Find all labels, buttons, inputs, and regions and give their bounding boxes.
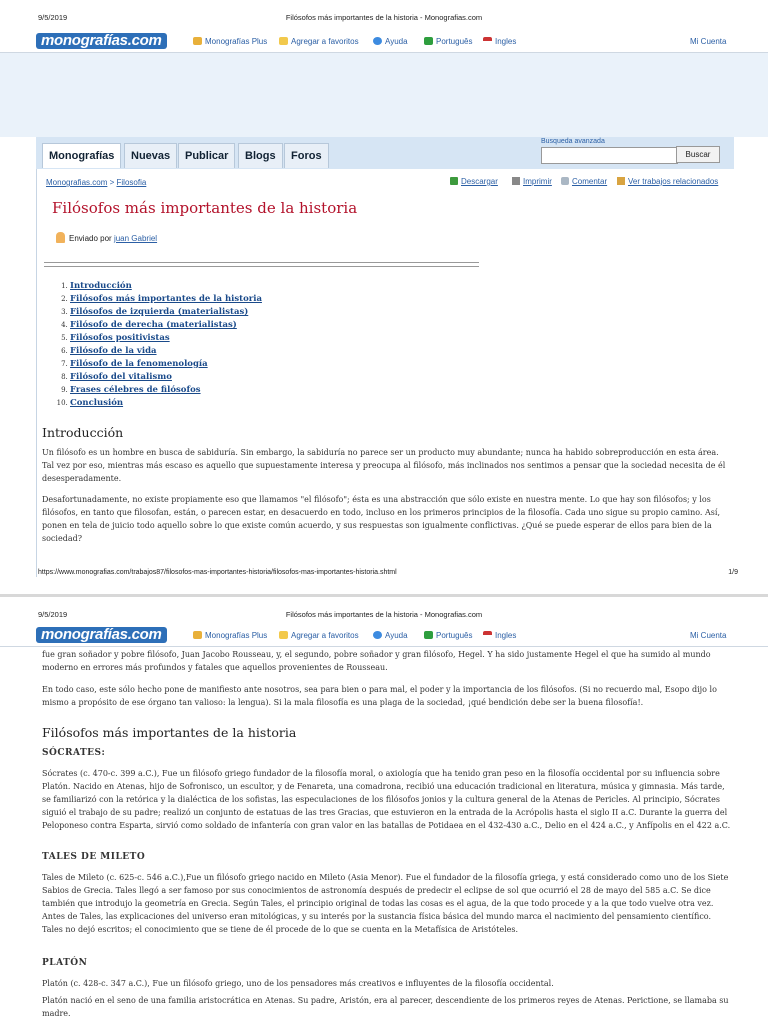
- tab-foros[interactable]: Foros: [284, 143, 329, 168]
- platon-heading: PLATÓN: [42, 958, 88, 968]
- related-icon: [617, 177, 625, 185]
- download-icon: [450, 177, 458, 185]
- site-logo[interactable]: monografías.com: [36, 627, 167, 643]
- table-of-contents: [44, 280, 262, 410]
- intro-paragraph-2: Desafortunadamente, no existe propiamente eso que llamamos "el filósofo"; ésta es una abstracción que sólo existe en nuestra mente. Lo que hay son filósofos; y los filósofos, en tanto que filosofan, están, o parecen estar, en desacuerdo en todo, incluso en los primeros principios de la filosofía. Cada uno sigue su propio camino. Así, ponen en tela de juicio todo aquello sobre lo que existe común acuerdo, y sus respuestas son igualmente conflictivas. ¿Qué se puede esperar de ellos para bien de la sociedad?: [42, 495, 720, 543]
- tab-monografias[interactable]: Monografías: [42, 143, 121, 168]
- print-link[interactable]: Imprimir: [512, 177, 552, 186]
- my-account-link[interactable]: Mi Cuenta: [690, 631, 727, 640]
- print-header: [0, 597, 768, 617]
- print-title: Filósofos más importantes de la historia - Monografias.com: [285, 610, 483, 619]
- toc-item: [70, 397, 262, 410]
- english-link[interactable]: Ingles: [483, 37, 516, 46]
- help-icon: [373, 631, 382, 639]
- platon-paragraph-2: Platón nació en el seno de una familia aristocrática en Atenas. Su padre, Aristón, era al parecer, descendiente de los primeros reyes de Atenas. Perictione, se llamaba su madre.: [42, 996, 729, 1018]
- print-title: Filósofos más importantes de la historia - Monografias.com: [285, 13, 483, 22]
- breadcrumb-home[interactable]: Monografias.com: [46, 178, 108, 187]
- help-icon: [373, 37, 382, 45]
- related-works-link[interactable]: Ver trabajos relacionados: [617, 177, 718, 186]
- tales-heading: TALES DE MILETO: [42, 852, 146, 862]
- toc-item: [70, 371, 262, 384]
- print-date: 9/5/2019: [38, 13, 68, 22]
- search-button[interactable]: Buscar: [676, 146, 720, 163]
- print-page-2: [0, 597, 768, 1024]
- comment-icon: [561, 177, 569, 185]
- search-input[interactable]: [541, 147, 678, 164]
- toc-item: [70, 306, 262, 319]
- toc-item: [70, 358, 262, 371]
- crown-icon: [193, 37, 202, 45]
- intro-paragraph-1: Un filósofo es un hombre en busca de sabiduría. Sin embargo, la sabiduría no parece ser un producto muy abundante; nunca ha habido sobreproducción en esta área. Tal vez por eso, mientras más escaso es aquello que supuestamente interesa y preocupa al filósofo, más inclinados nos sentimos a pensar que la sociedad necesita de él desesperadamente.: [42, 448, 726, 483]
- toc-link[interactable]: Frases célebres de filósofos: [70, 385, 201, 395]
- print-date: 9/5/2019: [38, 610, 68, 619]
- english-link[interactable]: Ingles: [483, 631, 516, 640]
- tab-blogs[interactable]: Blogs: [238, 143, 283, 168]
- toc-link[interactable]: Introducción: [70, 281, 132, 291]
- divider: [44, 262, 479, 263]
- intro-heading: Introducción: [42, 425, 124, 440]
- monografias-plus-link[interactable]: Monografías Plus: [193, 631, 267, 640]
- toc-link[interactable]: Conclusión: [70, 398, 124, 408]
- author-line: Enviado por juan Gabriel: [56, 232, 157, 243]
- toc-link[interactable]: Filósofos de izquierda (materialistas): [70, 307, 249, 317]
- page-number: 1/9: [728, 569, 738, 576]
- divider: [44, 266, 479, 267]
- crown-icon: [193, 631, 202, 639]
- help-link[interactable]: Ayuda: [373, 631, 408, 640]
- toc-item: [70, 332, 262, 345]
- toc-link[interactable]: Filósofos positivistas: [70, 333, 170, 343]
- brazil-flag-icon: [424, 37, 433, 45]
- star-icon: [279, 631, 288, 639]
- user-icon: [56, 232, 65, 243]
- toc-item: [70, 319, 262, 332]
- print-footer: [38, 569, 738, 576]
- favorites-link[interactable]: Agregar a favoritos: [279, 37, 359, 46]
- paragraph-continuation: fue gran soñador y pobre filósofo, Juan Jacobo Rousseau, y, el segundo, pobre soñador y gran filósofo, Hegel. Y ha sido justamente Hegel el que ha sumido al mundo moderno en errores más profundos y fatales que aquellos provenientes de Rousseau.: [42, 650, 711, 672]
- toc-link[interactable]: Filósofo de derecha (materialistas): [70, 320, 237, 330]
- toc-item: [70, 384, 262, 397]
- site-logo[interactable]: monografías.com: [36, 33, 167, 49]
- download-link[interactable]: Descargar: [450, 177, 498, 186]
- print-header: [0, 0, 768, 20]
- my-account-link[interactable]: Mi Cuenta: [690, 37, 727, 46]
- comment-link[interactable]: Comentar: [561, 177, 607, 186]
- toc-item: [70, 280, 262, 293]
- ad-banner-area: [0, 53, 768, 137]
- portuguese-link[interactable]: Português: [424, 37, 472, 46]
- star-icon: [279, 37, 288, 45]
- section-heading: Filósofos más importantes de la historia: [42, 725, 297, 740]
- favorites-link[interactable]: Agregar a favoritos: [279, 631, 359, 640]
- toc-link[interactable]: Filósofo de la vida: [70, 346, 157, 356]
- printer-icon: [512, 177, 520, 185]
- tab-publicar[interactable]: Publicar: [178, 143, 235, 168]
- paragraph-poder: En todo caso, este sólo hecho pone de manifiesto ante nosotros, sea para bien o para mal, el poder y la importancia de los filósofos. (Si no recuerdo mal, Esopo dijo lo mismo a propósito de ese órgano tan valioso: la lengua). Si la mala filosofía es una plaga de la sociedad, ¡qué bendición debe ser la buena filosofía!.: [42, 685, 717, 707]
- author-link[interactable]: juan Gabriel: [113, 234, 158, 243]
- tales-paragraph: Tales de Mileto (c. 625-c. 546 a.C.),Fue un filósofo griego nacido en Mileto (Asia Menor). Fue el fundador de la filosofía griega, y está considerado como uno de los Siete Sabios de Grecia. Tales llegó a ser famoso por sus conocimientos de astronomía después de predecir el eclipse de sol que ocurrió el 28 de mayo del 585 a.C. Se dice también que introdujo la geometría en Grecia. Según Tales, el principio original de todas las cosas es el agua, de la que todo procede y a la que todo vuelve otra vez. Antes de Tales, las explicaciones del universo eran mitológicas, y su interés por la sustancia física básica del mundo marca el nacimiento del pensamiento científico. Tales no dejó escritos; el conocimiento que se tiene de él procede de lo que se cuenta en la Metafísica de Aristóteles.: [42, 873, 729, 934]
- socrates-heading: SÓCRATES:: [42, 748, 106, 758]
- socrates-paragraph: Sócrates (c. 470-c. 399 a.C.), Fue un filósofo griego fundador de la filosofía moral, o axiología que ha tenido gran peso en la filosofía occidental por su influencia sobre Platón. Nacido en Atenas, hijo de Sofronisco, un escultor, y de Fenareta, una comadrona, recibió una educación tradicional en literatura, música y gimnasia. Más tarde, se familiarizó con la retórica y la dialéctica de los sofistas, las especulaciones de los filósofos jonios y la cultura general de la Atenas de Pericles. Al principio, Sócrates siguió el trabajo de su padre; realizó un conjunto de estatuas de las tres Gracias, que estuvieron en la entrada de la Acrópolis hasta el siglo II a.C. Durante la guerra del Peloponeso contra Esparta, sirvió como soldado de infantería con gran valor en las batallas de Potidaea en el 432-430 a.C., Delio en el 424 a.C., y Anfípolis en el 422 a.C.: [42, 769, 731, 830]
- help-link[interactable]: Ayuda: [373, 37, 408, 46]
- toc-item: [70, 293, 262, 306]
- advanced-search-link[interactable]: Busqueda avanzada: [541, 138, 605, 145]
- print-url: https://www.monografias.com/trabajos87/filosofos-mas-importantes-historia/filosofos-mas-importantes-historia.shtml: [38, 569, 397, 576]
- tab-nuevas[interactable]: Nuevas: [124, 143, 177, 168]
- usa-flag-icon: [483, 631, 492, 639]
- toc-link[interactable]: Filósofo del vitalismo: [70, 372, 172, 382]
- breadcrumb-section[interactable]: Filosofia: [116, 178, 147, 187]
- portuguese-link[interactable]: Português: [424, 631, 472, 640]
- monografias-plus-link[interactable]: Monografías Plus: [193, 37, 267, 46]
- toc-item: [70, 345, 262, 358]
- site-topbar: [0, 30, 768, 53]
- usa-flag-icon: [483, 37, 492, 45]
- breadcrumb: Monografias.com > Filosofia: [46, 178, 147, 187]
- toc-link[interactable]: Filósofo de la fenomenología: [70, 359, 208, 369]
- site-topbar: [0, 624, 768, 647]
- brazil-flag-icon: [424, 631, 433, 639]
- toc-link[interactable]: Filósofos más importantes de la historia: [70, 294, 262, 304]
- article-title: Filósofos más importantes de la historia: [52, 199, 358, 217]
- platon-paragraph-1: Platón (c. 428-c. 347 a.C.), Fue un filósofo griego, uno de los pensadores más creativos e influyentes de la filosofía occidental.: [42, 979, 554, 988]
